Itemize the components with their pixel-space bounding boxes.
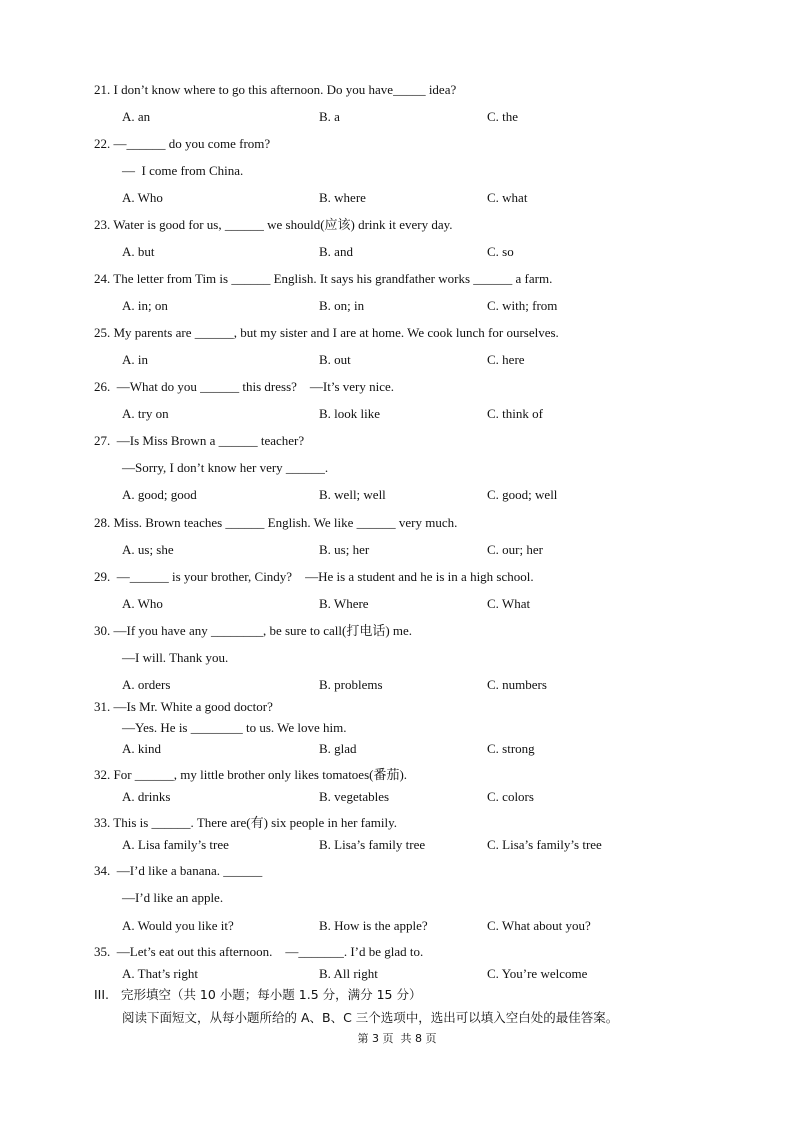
question-35-option-c: C. You’re welcome: [487, 966, 588, 981]
question-25-option-a: A. in: [122, 352, 148, 367]
question-31-dialog: —Yes. He is ________ to us. We love him.: [122, 720, 347, 735]
question-23-stem: 23. Water is good for us, ______ we should(应该) drink it every day.: [94, 217, 453, 232]
question-35-option-b: B. All right: [319, 966, 378, 981]
question-28-option-a: A. us; she: [122, 542, 174, 557]
question-27-option-b: B. well; well: [319, 487, 386, 502]
question-29-option-a: A. Who: [122, 596, 163, 611]
question-32-option-a: A. drinks: [122, 789, 171, 804]
question-21-stem: 21. I don’t know where to go this afternoon. Do you have_____ idea?: [94, 82, 457, 97]
question-30-dialog: —I will. Thank you.: [122, 650, 229, 665]
question-34-option-c: C. What about you?: [487, 918, 591, 933]
question-31-option-a: A. kind: [122, 741, 161, 756]
question-27-dialog: —Sorry, I don’t know her very ______.: [122, 460, 329, 475]
question-26-option-a: A. try on: [122, 406, 169, 421]
question-22-option-a: A. Who: [122, 190, 163, 205]
page-number: 第 3 页 共 8 页: [357, 1032, 437, 1045]
question-29-option-c: C. What: [487, 596, 531, 611]
question-28-option-b: B. us; her: [319, 542, 370, 557]
question-34-option-a: A. Would you like it?: [122, 918, 234, 933]
question-23-option-b: B. and: [319, 244, 353, 259]
question-25-option-b: B. out: [319, 352, 351, 367]
question-31-stem: 31. —Is Mr. White a good doctor?: [94, 699, 273, 714]
question-27-option-a: A. good; good: [122, 487, 197, 502]
question-24-option-b: B. on; in: [319, 298, 365, 313]
question-28-option-c: C. our; her: [487, 542, 543, 557]
question-33-option-b: B. Lisa’s family tree: [319, 837, 426, 852]
question-26-option-c: C. think of: [487, 406, 543, 421]
question-23-option-a: A. but: [122, 244, 155, 259]
question-34-option-b: B. How is the apple?: [319, 918, 428, 933]
question-24-stem: 24. The letter from Tim is ______ English. It says his grandfather works ______ a farm.: [94, 271, 553, 286]
question-34-dialog: —I’d like an apple.: [122, 890, 224, 905]
question-35-option-a: A. That’s right: [122, 966, 198, 981]
question-31-option-b: B. glad: [319, 741, 357, 756]
question-29-stem: 29. —______ is your brother, Cindy? —He is a student and he is in a high school.: [94, 569, 534, 584]
question-32-option-b: B. vegetables: [319, 789, 390, 804]
section-instruction: 阅读下面短文，从每小题所给的 A、B、C 三个选项中，选出可以填入空白处的最佳答案。: [122, 1010, 619, 1025]
question-21-option-a: A. an: [122, 109, 151, 124]
question-25-option-c: C. here: [487, 352, 525, 367]
question-30-option-b: B. problems: [319, 677, 383, 692]
question-35-stem: 35. —Let’s eat out this afternoon. —_______. I’d be glad to.: [94, 944, 424, 959]
question-22-dialog: — I come from China.: [122, 163, 244, 178]
question-23-option-c: C. so: [487, 244, 514, 259]
question-31-option-c: C. strong: [487, 741, 535, 756]
question-30-stem: 30. —If you have any ________, be sure to call(打电话) me.: [94, 623, 413, 638]
section-heading: III. 完形填空（共 10 小题；每小题 1.5 分，满分 15 分）: [94, 987, 422, 1002]
question-22-stem: 22. —______ do you come from?: [94, 136, 271, 151]
question-28-stem: 28. Miss. Brown teaches ______ English. We like ______ very much.: [94, 515, 458, 530]
question-26-option-b: B. look like: [319, 406, 381, 421]
question-24-option-c: C. with; from: [487, 298, 558, 313]
question-32-stem: 32. For ______, my little brother only likes tomatoes(番茄).: [94, 767, 408, 782]
question-22-option-c: C. what: [487, 190, 528, 205]
question-30-option-a: A. orders: [122, 677, 171, 692]
question-33-option-a: A. Lisa family’s tree: [122, 837, 229, 852]
question-33-stem: 33. This is ______. There are(有) six people in her family.: [94, 815, 398, 830]
question-24-option-a: A. in; on: [122, 298, 168, 313]
question-33-option-c: C. Lisa’s family’s tree: [487, 837, 602, 852]
question-30-option-c: C. numbers: [487, 677, 547, 692]
question-25-stem: 25. My parents are ______, but my sister and I are at home. We cook lunch for ourselves.: [94, 325, 559, 340]
question-34-stem: 34. —I’d like a banana. ______: [94, 863, 263, 878]
question-21-option-c: C. the: [487, 109, 519, 124]
question-32-option-c: C. colors: [487, 789, 534, 804]
question-26-stem: 26. —What do you ______ this dress? —It’s very nice.: [94, 379, 395, 394]
question-29-option-b: B. Where: [319, 596, 369, 611]
question-27-stem: 27. —Is Miss Brown a ______ teacher?: [94, 433, 305, 448]
question-22-option-b: B. where: [319, 190, 366, 205]
question-27-option-c: C. good; well: [487, 487, 558, 502]
question-21-option-b: B. a: [319, 109, 340, 124]
